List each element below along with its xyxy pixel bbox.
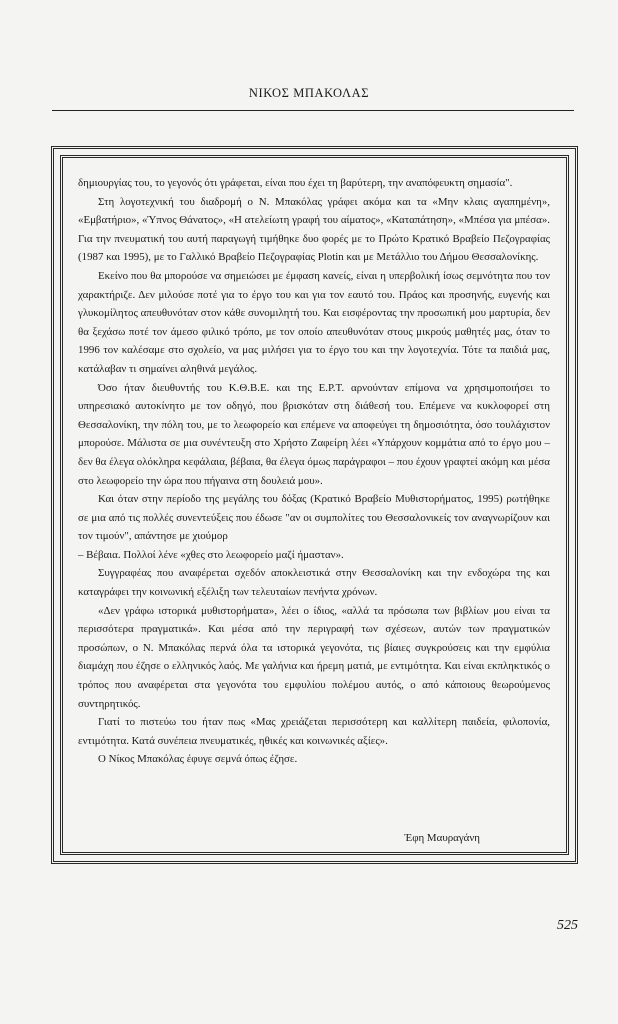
paragraph-3: Εκείνο που θα μπορούσε να σημειώσει με έμφαση κανείς, είναι η υπερβολική ίσως σεμνότητα που τον χαρακτήριζε. Δεν μιλούσε ποτέ για το έργο του και για τον εαυτό του. Πράος και προσηνής, ευγενής και γλυκομίλητος απευθυνόταν στον κάθε συνομιλητή του. Και εισφέροντας την προσωπική μου μαρτυρία, δεν θα ξεχάσω ποτέ τον άμεσο φιλικό τρόπο, με τον οποίο απευθυνόταν στους μικρούς μαθητές μας, όταν το 1996 τον καλέσαμε στο σχολείο, να μας μιλήσει για το έργο του και την λογοτεχνία. Τότε τα παιδιά μας, κατάλαβαν τι σημαίνει αληθινά μεγάλος. bbox=[78, 269, 550, 375]
paragraph-4: Όσο ήταν διευθυντής του Κ.Θ.Β.Ε. και της Ε.Ρ.Τ. αρνούνταν επίμονα να χρησιμοποιήσει το υπηρεσιακό αυτοκίνητο με τον οδηγό, που βρισκόταν στη διάθεσή του. Επέμενε να κυκλοφορεί στη Θεσσαλονίκη, την πόλη του, με το λεωφορείο και επέμενε να αποφεύγει τη δημοσιότητα, όσο τουλάχιστον μπορούσε. Μάλιστα σε μια συνέντευξη στο Χρήστο Ζαφείρη λέει «Υπάρχουν κομμάτια από το έργο μου – δεν θα έλεγα ολόκληρα κεφάλαια, βέβαια, θα έλεγα όμως παράγραφοι – που έχουν γραφτεί ακόμη και μέσα στο λεωφορείο την ώρα που πήγαινα στη δουλειά μου». bbox=[78, 381, 550, 487]
article-body bbox=[78, 174, 550, 769]
paragraph-6: – Βέβαια. Πολλοί λένε «χθες στο λεωφορείο μαζί ήμασταν». bbox=[78, 548, 344, 561]
paragraph-7: Συγγραφέας που αναφέρεται σχεδόν αποκλειστικά στην Θεσσαλονίκη και την ενδοχώρα της και καταγράφει την κοινωνική εξέλιξη των τελευταίων πενήντα χρόνων. bbox=[78, 567, 550, 599]
author-signature: Έφη Μαυραγάνη bbox=[404, 832, 480, 844]
header-rule bbox=[52, 110, 574, 111]
paragraph-10: Ο Νίκος Μπακόλας έφυγε σεμνά όπως έζησε. bbox=[98, 753, 298, 766]
paragraph-9: Γιατί το πιστεύω του ήταν πως «Μας χρειάζεται περισσότερη και καλλίτερη παιδεία, φιλοπονία, εντιμότητα. Κατά συνέπεια πνευματικές, ηθικές και κοινωνικές αξίες». bbox=[78, 716, 550, 747]
page-number: 525 bbox=[557, 918, 578, 933]
paragraph-5: Και όταν στην περίοδο της μεγάλης του δόξας (Κρατικό Βραβείο Μυθιστορήματος, 1995) ρωτήθηκε σε μια από τις πολλές συνεντεύξεις που έδωσε "αν οι συμπολίτες του Θεσσαλονικείς τον αναγνωρίζουν και τον τιμούν", απάντησε με χιούμορ bbox=[78, 493, 550, 543]
paragraph-2: Στη λογοτεχνική του διαδρομή ο Ν. Μπακόλας γράφει ακόμα και τα «Μην κλαις αγαπημένη», «Εμβατήριο», «Ύπνος Θάνατος», «Η ατελείωτη γραφή του αίματος», «Καταπάτηση», «Μπέσα για μπέσα». Για την πνευματική του αυτή παραγωγή τιμήθηκε δυο φορές με το Πρώτο Κρατικό Βραβείο Πεζογραφίας (1987 και 1995), με το Γαλλικό Βραβείο Πεζογραφίας Plotin και με Μετάλλιο του Δήμου Θεσσαλονίκης. bbox=[78, 195, 550, 264]
paragraph-1: δημιουργίας του, το γεγονός ότι γράφεται, είναι που έχει τη βαρύτερη, την αναπόφευκτη σημασία". bbox=[78, 177, 513, 189]
running-header: ΝΙΚΟΣ ΜΠΑΚΟΛΑΣ bbox=[248, 86, 370, 100]
paragraph-8: «Δεν γράφω ιστορικά μυθιστορήματα», λέει ο ίδιος, «αλλά τα πρόσωπα των βιβλίων μου είναι τα περισσότερα πραγματικά». Και μέσα από την περιγραφή των σχέσεων, αυτών των πραγματικών προσώπων, ο Ν. Μπακόλας περνά όλα τα ιστορικά γεγονότα, τις βίαιες συγκρούσεις και την εμφύλια διαμάχη που έζησε ο ελληνικός λαός. Με γαλήνια και ήρεμη ματιά, με εντιμότητα. Και είναι εκπληκτικός ο τρόπος που αναφέρεται στα γεγονότα του εμφυλίου πολέμου αυτός, ο από κάποιους θεωρούμενος συντηρητικός. bbox=[78, 604, 550, 710]
